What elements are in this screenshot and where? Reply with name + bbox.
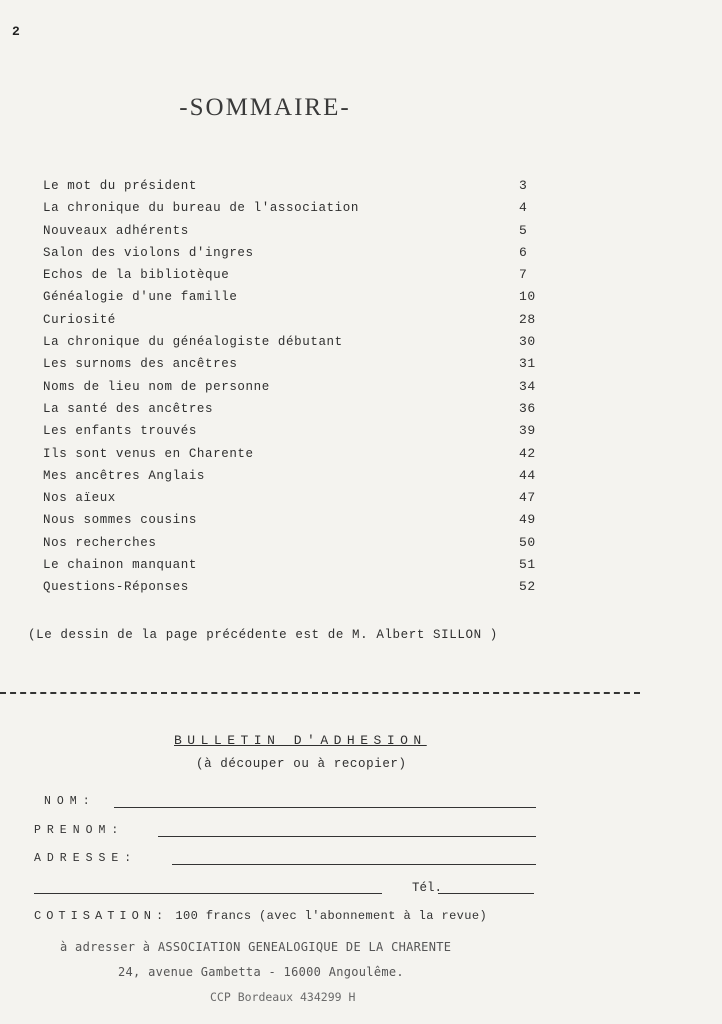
toc-entry-page: 5 <box>519 222 528 238</box>
ccp-number: CCP Bordeaux 434299 H <box>210 990 356 1004</box>
toc-row <box>43 401 543 423</box>
form-subtitle: (à découper ou à recopier) <box>196 757 407 771</box>
toc-entry-page: 51 <box>519 557 536 573</box>
toc-entry-page: 34 <box>519 378 536 394</box>
toc-entry-label: Le chainon manquant <box>43 558 197 573</box>
toc-entry-page: 39 <box>519 423 536 439</box>
toc-row <box>43 334 543 356</box>
cut-line <box>0 692 640 694</box>
toc-entry-label: Nouveaux adhérents <box>43 223 189 238</box>
toc-row <box>43 535 543 557</box>
cotisation-text: 100 francs (avec l'abonnement à la revue) <box>175 909 488 923</box>
toc-row <box>43 245 543 267</box>
address-line-2: 24, avenue Gambetta - 16000 Angoulême. <box>118 965 404 979</box>
adresse-field[interactable] <box>172 864 536 865</box>
toc-row <box>43 512 543 534</box>
toc-entry-label: Nous sommes cousins <box>43 513 197 528</box>
toc-entry-label: Généalogie d'une famille <box>43 290 238 305</box>
prenom-field[interactable] <box>158 836 536 837</box>
toc-entry-label: Echos de la bibliotèque <box>43 268 230 283</box>
toc-entry-label: Nos aïeux <box>43 491 116 506</box>
toc-entry-label: Nos recherches <box>43 535 157 550</box>
nom-field[interactable] <box>114 807 536 808</box>
page-number: 2 <box>12 24 20 39</box>
toc-row <box>43 267 543 289</box>
toc-entry-page: 28 <box>519 311 536 327</box>
toc-entry-page: 52 <box>519 579 536 595</box>
toc-row <box>43 223 543 245</box>
tel-field[interactable] <box>438 893 534 894</box>
adresse-field-line-2[interactable] <box>34 893 382 894</box>
toc-row <box>43 379 543 401</box>
toc-entry-page: 7 <box>519 267 528 283</box>
tel-label: Tél. <box>412 881 443 895</box>
address-line-1: à adresser à ASSOCIATION GENEALOGIQUE DE LA CHARENTE <box>60 940 452 954</box>
toc-entry-label: Noms de lieu nom de personne <box>43 379 270 394</box>
toc-entry-page: 6 <box>519 244 528 260</box>
drawing-credit: (Le dessin de la page précédente est de M. Albert SILLON ) <box>28 628 498 642</box>
adresse-label: ADRESSE: <box>34 852 138 865</box>
toc-row <box>43 356 543 378</box>
toc-entry-page: 36 <box>519 400 536 416</box>
toc-entry-page: 30 <box>519 334 536 350</box>
toc-entry-label: Mes ancêtres Anglais <box>43 468 206 483</box>
toc-entry-page: 10 <box>519 289 536 305</box>
toc-row <box>43 423 543 445</box>
toc-row <box>43 289 543 311</box>
toc-entry-page: 47 <box>519 490 536 506</box>
toc-entry-page: 49 <box>519 512 536 528</box>
toc-row <box>43 490 543 512</box>
toc-entry-label: Les surnoms des ancêtres <box>43 357 238 372</box>
toc-row <box>43 557 543 579</box>
toc-row <box>43 178 543 200</box>
toc-entry-label: Ils sont venus en Charente <box>43 446 254 461</box>
table-of-contents <box>43 178 543 602</box>
toc-entry-page: 3 <box>519 178 528 193</box>
toc-entry-label: Questions-Réponses <box>43 580 189 595</box>
toc-entry-label: Les enfants trouvés <box>43 424 197 439</box>
toc-entry-label: Curiosité <box>43 312 116 327</box>
toc-row <box>43 312 543 334</box>
toc-entry-label: Salon des violons d'ingres <box>43 245 254 260</box>
toc-entry-page: 50 <box>519 534 536 550</box>
toc-entry-label: La santé des ancêtres <box>43 401 214 416</box>
toc-entry-page: 4 <box>519 200 528 216</box>
toc-entry-label: La chronique du généalogiste débutant <box>43 335 343 350</box>
cotisation <box>34 909 487 923</box>
toc-entry-page: 42 <box>519 445 536 461</box>
toc-row <box>43 468 543 490</box>
nom-label: NOM: <box>44 795 96 808</box>
toc-row <box>43 200 543 222</box>
toc-entry-page: 31 <box>519 356 536 372</box>
form-title: BULLETIN D'ADHESION <box>174 733 427 748</box>
toc-entry-label: La chronique du bureau de l'association <box>43 201 359 216</box>
prenom-label: PRENOM: <box>34 824 125 837</box>
toc-entry-page: 44 <box>519 467 536 483</box>
toc-row <box>43 446 543 468</box>
toc-row <box>43 579 543 601</box>
toc-entry-label: Le mot du président <box>43 179 197 193</box>
cotisation-label: COTISATION: <box>34 909 169 923</box>
page-title: -SOMMAIRE- <box>179 94 351 121</box>
